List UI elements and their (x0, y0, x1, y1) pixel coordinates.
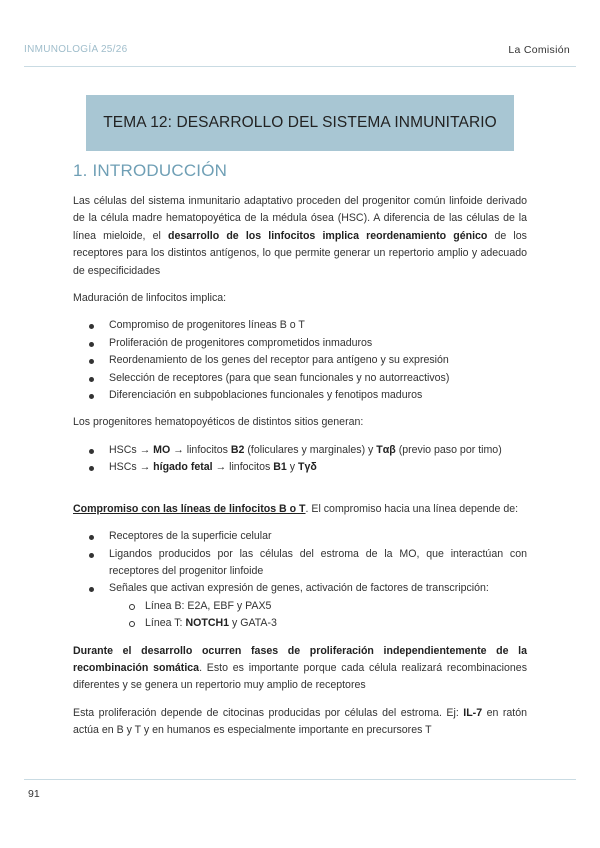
list-item: Ligandos producidos por las células del estroma de la MO, que interactúan con receptores del progenitor linfoide (73, 546, 527, 581)
course-header: INMUNOLOGÍA 25/26 (24, 44, 128, 55)
proliferation-paragraph (73, 643, 527, 695)
footer-divider (24, 779, 576, 780)
intro-paragraph (73, 193, 527, 280)
maturation-intro: Maduración de linfocitos implica: (73, 292, 227, 305)
intro-text: Las células del sistema inmunitario adaptativo proceden del progenitor común linfoide derivado de la célula madre hematopoyética de la médula ósea (HSC). A diferencia de las células de la línea mieloide, el (73, 195, 527, 242)
proliferation-bold: Durante el desarrollo ocurren fases de proliferación independientemente de la recombinación somática (73, 644, 527, 674)
commitment-list (73, 528, 527, 632)
commitment-paragraph (73, 501, 527, 518)
maturation-list (73, 317, 527, 404)
list-item: HSCs → MO → linfocitos B2 (foliculares y marginales) y Tαβ (previo paso por timo) (73, 442, 527, 459)
intro-text-end: de los receptores para los distintos antígenos, lo que permite generar un repertorio amplio y adecuado de especificidades (73, 229, 527, 277)
header-divider (24, 66, 576, 67)
proliferation-text: . Esto es importante porque cada célula realizará recombinaciones diferentes y se genera un repertorio muy amplio de receptores (73, 661, 527, 692)
section-heading: 1. INTRODUCCIÓN (73, 161, 228, 180)
list-item: Señales que activan expresión de genes, activación de factores de transcripción: Línea B: E2A, EBF y PAX5 Línea T: NOTCH1 y GATA-3 (73, 580, 527, 632)
list-item: Reordenamiento de los genes del receptor para antígeno y su expresión (73, 352, 527, 369)
cytokines-paragraph: Esta proliferación depende de citocinas producidas por células del estroma. Ej: IL-7 en ratón actúa en B y T y en humanos es especialmente importante en precursores T (73, 706, 527, 737)
list-item: Receptores de la superficie celular (73, 528, 527, 545)
list-item: Selección de receptores (para que sean funcionales y no autorreactivos) (73, 370, 527, 387)
sub-list-item: Línea T: NOTCH1 y GATA-3 (109, 615, 527, 632)
list-item: HSCs → hígado fetal → linfocitos B1 y Tγδ (73, 459, 527, 476)
author-header: La Comisión (508, 44, 570, 56)
intro-bold: desarrollo de los linfocitos implica reordenamiento génico (167, 229, 488, 242)
sub-list-item: Línea B: E2A, EBF y PAX5 (109, 598, 527, 615)
chapter-title-box (86, 95, 514, 151)
transcription-factor-list (109, 598, 527, 633)
il7-bold: IL-7 (463, 706, 483, 719)
progenitors-intro: Los progenitores hematopoyéticos de distintos sitios generan: (73, 416, 364, 429)
page-content (73, 193, 527, 750)
spacer (73, 487, 527, 501)
list-item: Proliferación de progenitores comprometidos inmaduros (73, 335, 527, 352)
page-number: 91 (28, 788, 40, 800)
list-item: Diferenciación en subpoblaciones funcionales y fenotipos maduros (73, 387, 527, 404)
list-item: Compromiso de progenitores líneas B o T (73, 317, 527, 334)
commitment-text: . El compromiso hacia una línea depende de: (305, 502, 519, 515)
chapter-title: TEMA 12: DESARROLLO DEL SISTEMA INMUNITARIO (103, 114, 497, 131)
progenitors-list (73, 442, 527, 477)
commitment-heading: Compromiso con las líneas de linfocitos B o T (73, 502, 306, 515)
